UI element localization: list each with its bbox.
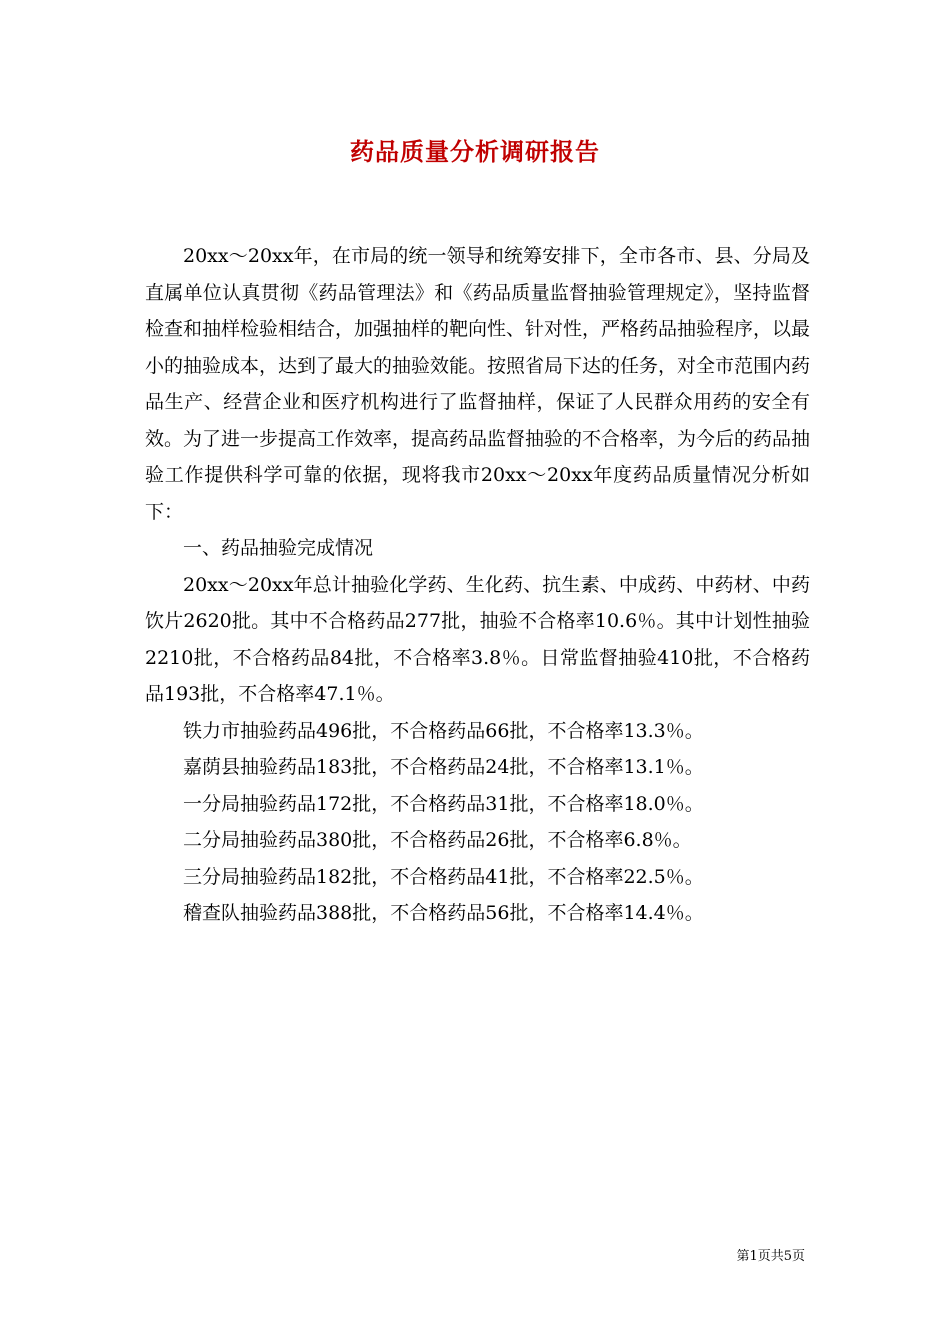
paragraph-tieli: 铁力市抽验药品496批，不合格药品66批，不合格率13.3％。 — [183, 719, 704, 742]
page-number: 第1页共5页 — [736, 1249, 805, 1264]
paragraph-jiayin: 嘉荫县抽验药品183批，不合格药品24批，不合格率13.1％。 — [183, 756, 704, 778]
document-title: 药品质量分析调研报告 — [350, 137, 600, 166]
paragraph-inspection-team: 稽查队抽验药品388批，不合格药品56批，不合格率14.4％。 — [183, 902, 704, 924]
paragraph-intro: 20xx～20xx年，在市局的统一领导和统筹安排下，全市各市、县、分局及直属单位认真贯彻《药品管理法》和《药品质量监督抽验管理规定》，坚持监督检查和抽样检验相结合，加强抽样的靶向性、针对性，严格药品抽验程序，以最小的抽验成本，达到了最大的抽验效能。按照省局下达的任务，对全市范围内药品生产、经营企业和医疗机构进行了监督抽样，保证了人民群众用药的安全有效。为了进一步提高工作效率，提高药品监督抽验的不合格率，为今后的药品抽验工作提供科学可靠的依据，现将我市20xx～20xx年度药品质量情况分析如下： — [145, 245, 811, 523]
document-body — [145, 238, 810, 932]
section-heading: 一、药品抽验完成情况 — [183, 537, 374, 559]
paragraph-branch-2: 二分局抽验药品380批，不合格药品26批，不合格率6.8％。 — [183, 829, 692, 851]
paragraph-branch-1: 一分局抽验药品172批，不合格药品31批，不合格率18.0％。 — [183, 792, 704, 815]
paragraph-branch-3: 三分局抽验药品182批，不合格药品41批，不合格率22.5％。 — [183, 865, 704, 888]
paragraph-summary: 20xx～20xx年总计抽验化学药、生化药、抗生素、中成药、中药材、中药饮片2620批。其中不合格药品277批，抽验不合格率10.6％。其中计划性抽验2210批，不合格药品84批，不合格率3.8％。日常监督抽验410批，不合格药品193批，不合格率47.1％。 — [145, 573, 810, 705]
